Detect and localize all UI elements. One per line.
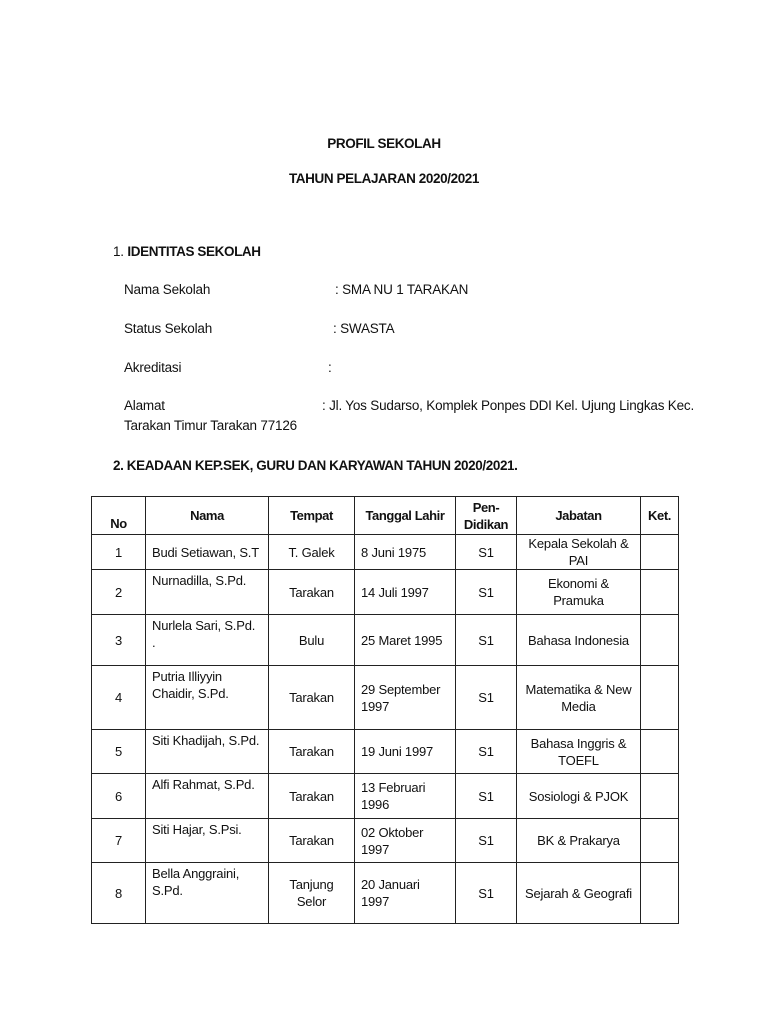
cell-ket xyxy=(641,863,679,924)
cell-no: 4 xyxy=(92,666,146,730)
field-value-alamat: : Jl. Yos Sudarso, Komplek Ponpes DDI Kel. Ujung Lingkas Kec. xyxy=(322,398,695,413)
field-label-akreditasi: Akreditasi xyxy=(124,360,182,375)
cell-jabatan: Sejarah & Geografi xyxy=(517,863,641,924)
table-row xyxy=(92,730,679,774)
cell-ket xyxy=(641,535,679,570)
cell-tanggal-lahir: 8 Juni 1975 xyxy=(355,535,456,570)
cell-tanggal-lahir: 20 Januari 1997 xyxy=(355,863,456,924)
field-label-status-sekolah: Status Sekolah xyxy=(124,321,213,336)
table-row xyxy=(92,863,679,924)
cell-nama: Bella Anggraini, S.Pd. xyxy=(146,863,269,924)
table-row xyxy=(92,666,679,730)
field-value-nama-sekolah: : SMA NU 1 TARAKAN xyxy=(335,282,469,297)
cell-tempat: T. Galek xyxy=(269,535,355,570)
cell-pendidikan: S1 xyxy=(456,863,517,924)
cell-no: 8 xyxy=(92,863,146,924)
table-row xyxy=(92,819,679,863)
cell-tempat: Tarakan xyxy=(269,666,355,730)
cell-pendidikan: S1 xyxy=(456,819,517,863)
cell-ket xyxy=(641,615,679,666)
cell-ket xyxy=(641,570,679,615)
header-nama: Nama xyxy=(146,497,269,535)
field-label-alamat: Alamat xyxy=(124,398,165,413)
field-value-status-sekolah: : SWASTA xyxy=(333,321,395,336)
cell-nama: Siti Khadijah, S.Pd. xyxy=(146,730,269,774)
cell-jabatan: Bahasa Indonesia xyxy=(517,615,641,666)
cell-tempat: Tarakan xyxy=(269,819,355,863)
cell-pendidikan: S1 xyxy=(456,615,517,666)
field-value-alamat-continued: Tarakan Timur Tarakan 77126 xyxy=(124,418,297,433)
table-header-row xyxy=(92,497,679,535)
header-pendidikan xyxy=(456,497,517,535)
section-1-number: 1. xyxy=(113,244,124,259)
cell-tanggal-lahir: 19 Juni 1997 xyxy=(355,730,456,774)
cell-pendidikan: S1 xyxy=(456,774,517,819)
cell-tanggal-lahir: 25 Maret 1995 xyxy=(355,615,456,666)
cell-nama: Siti Hajar, S.Psi. xyxy=(146,819,269,863)
field-value-akreditasi: : xyxy=(328,360,332,375)
cell-ket xyxy=(641,819,679,863)
cell-jabatan: Sosiologi & PJOK xyxy=(517,774,641,819)
header-tempat: Tempat xyxy=(269,497,355,535)
cell-nama-extra: . xyxy=(152,635,156,650)
page-title: PROFIL SEKOLAH xyxy=(327,136,441,151)
header-pendidikan-line-1: Pen- xyxy=(472,499,500,515)
section-2-heading: 2. KEADAAN KEP.SEK, GURU DAN KARYAWAN TAHUN 2020/2021. xyxy=(113,458,518,473)
cell-pendidikan: S1 xyxy=(456,535,517,570)
cell-jabatan: Bahasa Inggris & TOEFL xyxy=(517,730,641,774)
cell-no: 7 xyxy=(92,819,146,863)
cell-jabatan: Kepala Sekolah & PAI xyxy=(517,535,641,570)
table-row xyxy=(92,535,679,570)
cell-tempat: Tanjung Selor xyxy=(269,863,355,924)
cell-ket xyxy=(641,774,679,819)
staff-table xyxy=(91,496,679,924)
cell-no: 6 xyxy=(92,774,146,819)
cell-pendidikan: S1 xyxy=(456,730,517,774)
header-no: No xyxy=(92,497,146,535)
page-subtitle: TAHUN PELAJARAN 2020/2021 xyxy=(288,171,480,186)
cell-ket xyxy=(641,666,679,730)
header-ket: Ket. xyxy=(641,497,679,535)
cell-tempat: Tarakan xyxy=(269,570,355,615)
cell-tanggal-lahir: 13 Februari 1996 xyxy=(355,774,456,819)
cell-pendidikan: S1 xyxy=(456,570,517,615)
cell-nama: Alfi Rahmat, S.Pd. xyxy=(146,774,269,819)
cell-tanggal-lahir: 02 Oktober 1997 xyxy=(355,819,456,863)
table-row xyxy=(92,570,679,615)
cell-no: 5 xyxy=(92,730,146,774)
cell-nama-text: Nurlela Sari, S.Pd. xyxy=(152,618,256,633)
cell-nama: Nurnadilla, S.Pd. xyxy=(146,570,269,615)
cell-nama xyxy=(146,615,269,666)
table-row xyxy=(92,615,679,666)
cell-jabatan: Ekonomi & Pramuka xyxy=(517,570,641,615)
cell-no: 3 xyxy=(92,615,146,666)
table-row xyxy=(92,774,679,819)
cell-no: 1 xyxy=(92,535,146,570)
cell-jabatan: Matematika & New Media xyxy=(517,666,641,730)
cell-ket xyxy=(641,730,679,774)
cell-tanggal-lahir: 14 Juli 1997 xyxy=(355,570,456,615)
section-1-title: IDENTITAS SEKOLAH xyxy=(127,244,261,259)
cell-tanggal-lahir: 29 September 1997 xyxy=(355,666,456,730)
header-pendidikan-line-2: Didikan xyxy=(463,516,509,532)
cell-jabatan: BK & Prakarya xyxy=(517,819,641,863)
header-tanggal-lahir: Tanggal Lahir xyxy=(355,497,456,535)
cell-no: 2 xyxy=(92,570,146,615)
header-jabatan: Jabatan xyxy=(517,497,641,535)
cell-tempat: Tarakan xyxy=(269,774,355,819)
cell-tempat: Tarakan xyxy=(269,730,355,774)
cell-nama: Budi Setiawan, S.T xyxy=(146,535,269,570)
cell-tempat: Bulu xyxy=(269,615,355,666)
cell-pendidikan: S1 xyxy=(456,666,517,730)
field-label-nama-sekolah: Nama Sekolah xyxy=(124,282,211,297)
cell-nama: Putria Illiyyin Chaidir, S.Pd. xyxy=(146,666,269,730)
section-1-heading xyxy=(113,244,261,259)
